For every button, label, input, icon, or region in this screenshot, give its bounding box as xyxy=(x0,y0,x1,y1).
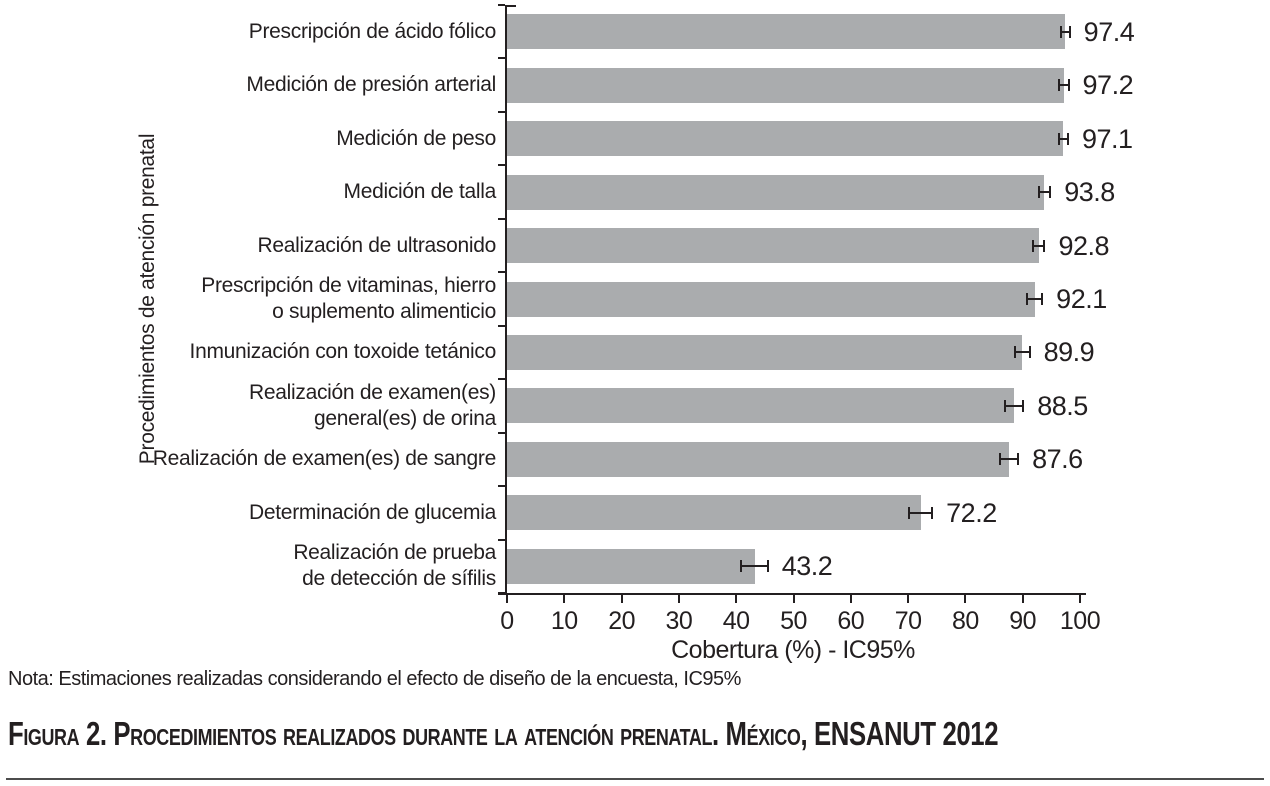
x-tick-label: 100 xyxy=(1059,607,1101,635)
error-bar-line xyxy=(1027,298,1042,300)
x-tick-label: 20 xyxy=(608,607,635,635)
category-label-line: general(es) de orina xyxy=(314,406,496,430)
category-label-line: Realización de prueba xyxy=(293,541,496,565)
error-bar-line xyxy=(909,512,932,514)
figure-note: Nota: Estimaciones realizadas considerando el efecto de diseño de la encuesta, IC95% xyxy=(8,668,741,690)
value-label: 87.6 xyxy=(1032,444,1083,475)
error-bar-line xyxy=(1015,351,1030,353)
value-label: 88.5 xyxy=(1037,390,1088,421)
category-label xyxy=(249,380,496,432)
category-label xyxy=(257,233,496,259)
x-tick xyxy=(563,595,565,603)
category-label-line: Realización de examen(es) xyxy=(249,380,496,404)
error-bar-line xyxy=(741,565,767,567)
error-bar-cap-left xyxy=(908,507,910,519)
y-axis-title: Procedimientos de atención prenatal xyxy=(136,133,159,465)
category-label-line: o suplemento alimenticio xyxy=(272,300,496,323)
figure-caption xyxy=(8,714,1270,761)
bar xyxy=(507,549,755,584)
category-label-line: Inmunización con toxoide tetánico xyxy=(189,340,496,364)
error-bar-cap-right xyxy=(1041,293,1043,305)
error-bar-cap-right xyxy=(1069,26,1071,38)
category-label-line: Prescripción de vitaminas, hierro xyxy=(201,274,496,297)
error-bar-cap-left xyxy=(999,453,1001,465)
bar xyxy=(507,442,1009,477)
x-tick-label: 70 xyxy=(894,607,922,635)
category-label-line: Medición de presión arterial xyxy=(246,73,496,97)
bar xyxy=(507,495,921,530)
category-label-line: Realización de ultrasonido xyxy=(257,233,496,257)
error-bar-cap-right xyxy=(1029,346,1031,358)
bar xyxy=(507,121,1063,156)
value-label: 93.8 xyxy=(1064,177,1115,208)
error-bar-cap-right xyxy=(1022,400,1024,412)
y-tick xyxy=(498,432,505,434)
x-axis-title: Cobertura (%) - IC95% xyxy=(671,636,915,664)
error-bar-cap-left xyxy=(740,560,742,572)
value-label: 72.2 xyxy=(946,497,997,528)
error-bar-cap-left xyxy=(1032,240,1034,252)
value-label: 97.2 xyxy=(1082,70,1134,101)
x-tick-label: 10 xyxy=(550,607,578,635)
y-tick xyxy=(498,271,505,273)
error-bar-cap-right xyxy=(1049,186,1051,198)
category-label xyxy=(293,540,496,592)
error-bar-cap-left xyxy=(1004,400,1006,412)
bar xyxy=(507,175,1044,210)
value-label: 92.8 xyxy=(1058,230,1110,261)
error-bar-line xyxy=(1005,405,1023,407)
value-label: 97.1 xyxy=(1081,123,1133,154)
x-tick xyxy=(793,595,795,603)
y-tick xyxy=(498,485,505,487)
error-bar-cap-left xyxy=(1060,26,1062,38)
bottom-rule xyxy=(6,778,1264,780)
y-tick xyxy=(498,4,505,6)
x-tick-label: 30 xyxy=(665,607,693,635)
x-tick xyxy=(850,595,852,603)
error-bar-cap-left xyxy=(1014,346,1016,358)
x-tick xyxy=(1022,595,1024,603)
x-tick xyxy=(678,595,680,603)
error-bar-cap-right xyxy=(1067,133,1069,145)
y-tick xyxy=(498,539,505,541)
error-bar-cap-left xyxy=(1026,293,1028,305)
category-label xyxy=(336,126,496,152)
bar xyxy=(507,228,1039,263)
x-tick-label: 60 xyxy=(837,607,865,635)
y-axis-top-tick xyxy=(507,5,516,7)
bar xyxy=(507,14,1065,49)
x-tick xyxy=(735,595,737,603)
category-label xyxy=(344,179,497,205)
x-tick xyxy=(621,595,623,603)
error-bar-cap-right xyxy=(1043,240,1045,252)
y-tick xyxy=(498,378,505,380)
category-label xyxy=(153,446,496,472)
error-bar-cap-right xyxy=(1068,79,1070,91)
x-tick xyxy=(506,595,508,603)
category-label xyxy=(246,72,496,98)
x-tick xyxy=(907,595,909,603)
category-label-line: Medición de peso xyxy=(336,126,496,150)
x-tick xyxy=(1079,595,1081,603)
x-tick xyxy=(964,595,966,603)
category-label-line: de detección de sífilis xyxy=(302,567,496,591)
category-label-line: Prescripción de ácido fólico xyxy=(248,19,496,43)
value-label: 89.9 xyxy=(1043,337,1095,368)
category-label-line: Realización de examen(es) de sangre xyxy=(152,447,496,471)
x-tick-label: 80 xyxy=(951,607,979,635)
x-tick-label: 90 xyxy=(1009,607,1037,635)
error-bar-cap-right xyxy=(931,507,933,519)
error-bar-line xyxy=(1000,458,1018,460)
bar xyxy=(507,282,1035,317)
category-label xyxy=(249,500,496,526)
y-tick xyxy=(498,325,505,327)
y-tick xyxy=(498,57,505,59)
category-label-line: Determinación de glucemia xyxy=(249,500,496,524)
y-tick xyxy=(498,164,505,166)
bar xyxy=(507,68,1064,103)
bar xyxy=(507,335,1022,370)
value-label: 92.1 xyxy=(1056,284,1107,314)
x-tick-label: 40 xyxy=(722,607,750,635)
category-label xyxy=(190,339,496,365)
error-bar-cap-right xyxy=(1017,453,1019,465)
error-bar-cap-right xyxy=(767,560,769,572)
x-tick-label: 50 xyxy=(780,607,807,635)
y-tick xyxy=(498,111,505,113)
bar xyxy=(507,388,1014,423)
value-label: 43.2 xyxy=(781,551,833,582)
value-label: 97.4 xyxy=(1083,16,1135,47)
error-bar-cap-left xyxy=(1058,133,1060,145)
error-bar-cap-left xyxy=(1058,79,1060,91)
y-tick xyxy=(498,218,505,220)
error-bar-cap-left xyxy=(1038,186,1040,198)
category-label xyxy=(249,19,496,45)
category-label xyxy=(201,273,496,325)
category-label-line: Medición de talla xyxy=(343,180,496,204)
figure-caption-text: Figura 2. Procedimientos realizados durante la atención prenatal. México, ENSANUT 2012 xyxy=(8,715,999,752)
x-tick-label: 0 xyxy=(500,607,514,635)
